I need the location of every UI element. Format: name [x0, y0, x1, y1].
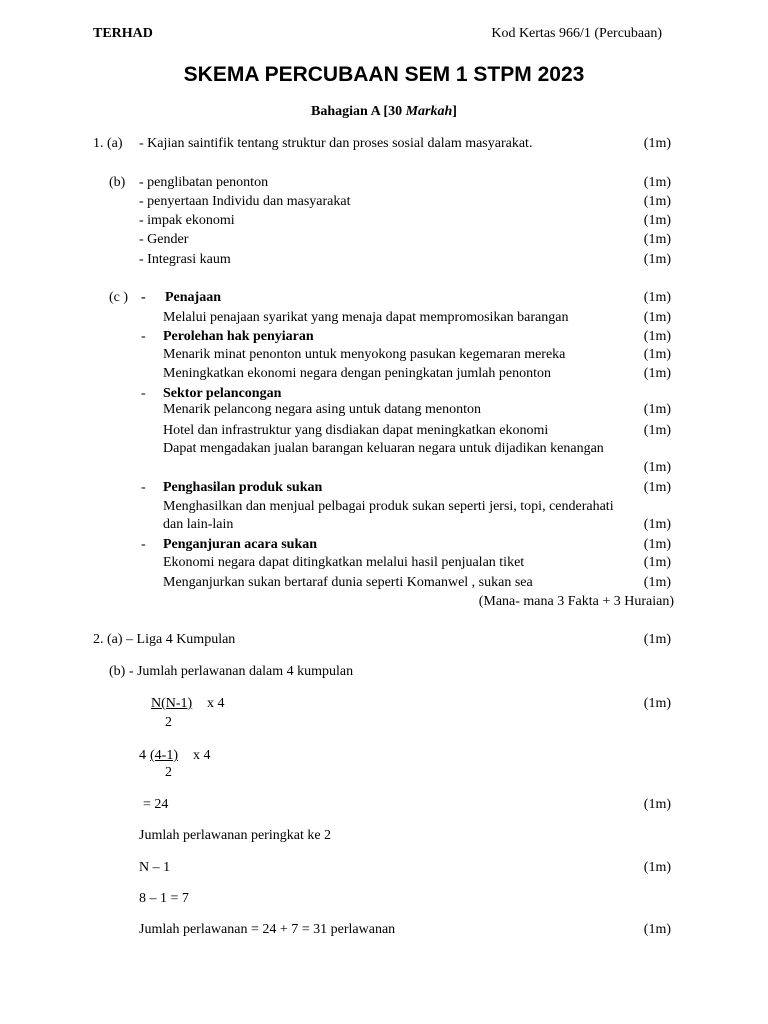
point-explanation: Menarik minat penonton untuk menyokong pasukan kegemaran mereka	[163, 347, 566, 362]
q2b-intro: (b) - Jumlah perlawanan dalam 4 kumpulan	[109, 664, 354, 679]
q1c-label: (c )	[109, 290, 129, 305]
mark: (1m)	[643, 860, 671, 875]
bullet-dash: -	[141, 480, 146, 495]
q1b-label: (b)	[109, 175, 126, 190]
point-explanation: dan lain-lain	[163, 517, 234, 532]
mark: (1m)	[643, 213, 671, 228]
point-explanation: Meningkatkan ekonomi negara dengan peningkatan jumlah penonton	[163, 366, 552, 381]
calculation-line: 8 – 1 = 7	[139, 891, 189, 906]
mark: (1m)	[643, 460, 671, 475]
second-round-text: Jumlah perlawanan peringkat ke 2	[139, 828, 332, 843]
mark: (1m)	[643, 194, 671, 209]
point-heading: Sektor pelancongan	[163, 386, 282, 401]
q2a-answer: 2. (a) – Liga 4 Kumpulan	[93, 632, 236, 647]
total-line: Jumlah perlawanan = 24 + 7 = 31 perlawanan	[139, 922, 396, 937]
mark: (1m)	[643, 555, 671, 570]
mark: (1m)	[643, 329, 671, 344]
mark: (1m)	[643, 366, 671, 381]
substitution-denominator: 2	[165, 765, 172, 780]
q1b-item: - penglibatan penonton	[139, 175, 269, 190]
marking-note: (Mana- mana 3 Fakta + 3 Huraian)	[478, 594, 674, 609]
q1b-item: - Gender	[139, 232, 189, 247]
substitution-multiplier: x 4	[193, 748, 211, 763]
mark: (1m)	[643, 232, 671, 247]
point-heading: Penganjuran acara sukan	[163, 537, 318, 552]
point-explanation: Menarik pelancong negara asing untuk datang menonton	[163, 402, 482, 417]
substitution-numerator: (4-1)	[150, 748, 178, 763]
point-explanation: Ekonomi negara dapat ditingkatkan melalui hasil penjualan tiket	[163, 555, 525, 570]
q1a-answer: - Kajian saintifik tentang struktur dan proses sosial dalam masyarakat.	[139, 136, 533, 151]
point-explanation: Menganjurkan sukan bertaraf dunia seperti Komanwel , sukan sea	[163, 575, 533, 590]
mark: (1m)	[643, 537, 671, 552]
q1b-item: - impak ekonomi	[139, 213, 235, 228]
mark: (1m)	[643, 797, 671, 812]
point-heading: Perolehan hak penyiaran	[163, 329, 314, 344]
mark: (1m)	[643, 290, 671, 305]
mark: (1m)	[643, 347, 671, 362]
bullet-dash: -	[141, 290, 146, 305]
mark: (1m)	[643, 136, 671, 151]
bullet-dash: -	[141, 386, 146, 401]
mark: (1m)	[643, 175, 671, 190]
mark: (1m)	[643, 575, 671, 590]
result-line: = 24	[143, 797, 169, 812]
point-explanation: Hotel dan infrastruktur yang disdiakan dapat meningkatkan ekonomi	[163, 423, 549, 438]
mark: (1m)	[643, 696, 671, 711]
point-heading: Penghasilan produk sukan	[163, 480, 323, 495]
point-explanation: Melalui penajaan syarikat yang menaja dapat mempromosikan barangan	[163, 310, 569, 325]
n-minus-one: N – 1	[139, 860, 171, 875]
bullet-dash: -	[141, 329, 146, 344]
mark: (1m)	[643, 632, 671, 647]
formula-numerator: N(N-1)	[151, 696, 193, 711]
point-heading: Penajaan	[165, 290, 221, 305]
formula-denominator: 2	[165, 715, 172, 730]
formula-multiplier: x 4	[207, 696, 225, 711]
mark: (1m)	[643, 252, 671, 267]
mark: (1m)	[643, 402, 671, 417]
bullet-dash: -	[141, 537, 146, 552]
substitution-prefix: 4	[139, 748, 146, 763]
q1b-item: - Integrasi kaum	[139, 252, 231, 267]
q1a-number: 1. (a)	[93, 136, 123, 151]
page-title: SKEMA PERCUBAAN SEM 1 STPM 2023	[183, 63, 585, 86]
point-explanation: Menghasilkan dan menjual pelbagai produk sukan seperti jersi, topi, cenderahati	[163, 499, 614, 514]
section-heading: Bahagian A [30 Markah]	[311, 104, 457, 119]
mark: (1m)	[643, 517, 671, 532]
q1b-item: - penyertaan Individu dan masyarakat	[139, 194, 351, 209]
header-classification: TERHAD	[93, 26, 153, 41]
mark: (1m)	[643, 310, 671, 325]
mark: (1m)	[643, 480, 671, 495]
point-explanation: Dapat mengadakan jualan barangan keluaran negara untuk dijadikan kenangan	[163, 441, 604, 456]
mark: (1m)	[643, 423, 671, 438]
header-paper-code: Kod Kertas 966/1 (Percubaan)	[491, 26, 662, 41]
mark: (1m)	[643, 922, 671, 937]
